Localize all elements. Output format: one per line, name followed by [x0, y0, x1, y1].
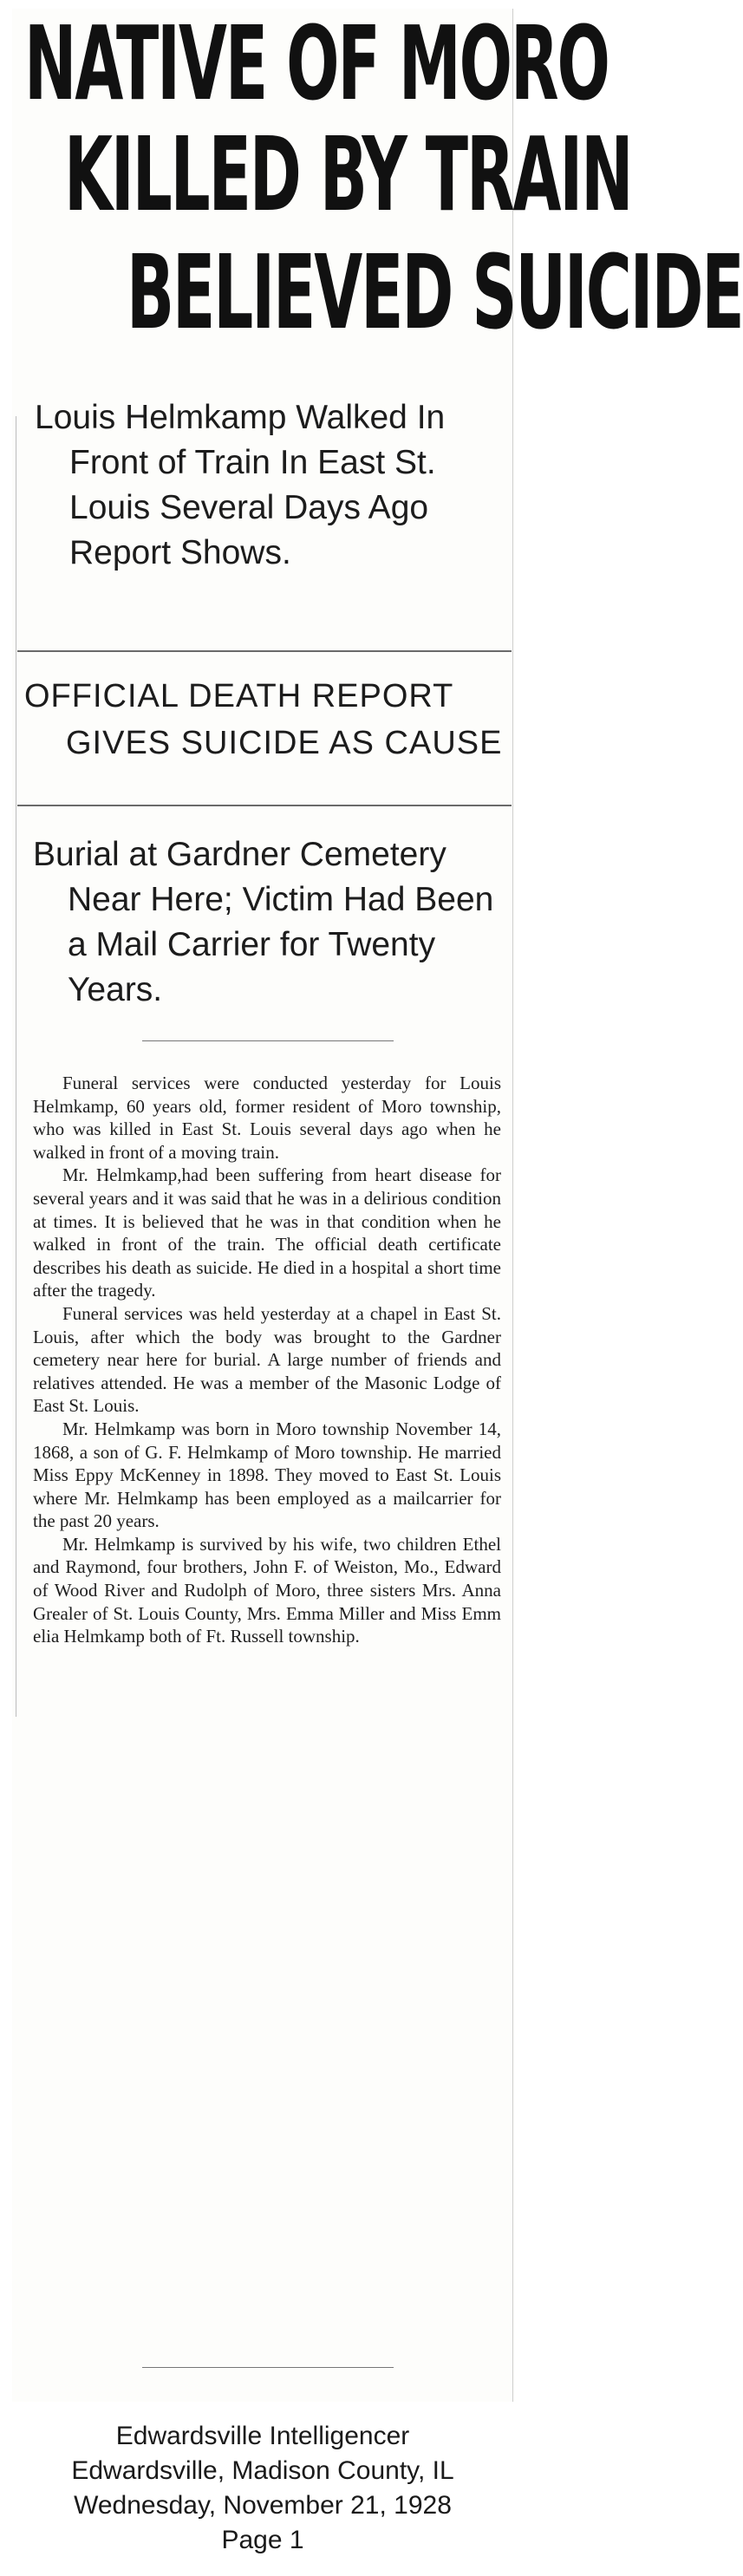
article-paragraph: Mr. Helmkamp is survived by his wife, two children Ethel and Raymond, four brothers, John F. of Weiston, Mo., Edward of Wood River and Rudolph of Moro, three sisters Mrs. Anna Grealer of St. Louis County, Mrs. Emma Miller and Miss Emm elia Helmkamp both of Ft. Russell township. — [33, 1533, 501, 1647]
article-paragraph: Funeral services were conducted yesterday for Louis Helmkamp, 60 years old, former resident of Moro township, who was killed in East St. Louis several days ago when he walked in front of a moving train. — [33, 1073, 501, 1163]
article-paragraph: Funeral services was held yesterday at a chapel in East St. Louis, after which the body was brought to the Gardner cemetery near here for burial. A large number of friends and relatives attended. He was a member of the Masonic Lodge of East St. Louis. — [33, 1302, 501, 1417]
deck3-line-1: Burial at Gardner Cemetery — [33, 836, 446, 873]
source-page: Page 1 — [221, 2526, 304, 2554]
deck-divider-1 — [17, 650, 512, 652]
deck3-line-4: Years. — [68, 971, 163, 1008]
subheadline-deck-2 — [24, 673, 502, 766]
headline-line-3: BELIEVED SUICIDE — [127, 232, 743, 352]
newspaper-clipping — [12, 3, 743, 2402]
deck-divider-2 — [17, 805, 512, 806]
article-paragraph: Mr. Helmkamp was born in Moro township November 14, 1868, a son of G. F. Helmkamp of Moro township. He married Miss Eppy McKenney in 1898. They moved to East St. Louis where Mr. Helmkamp has been employed as a mailcarrier for the past 20 years. — [33, 1418, 501, 1532]
article-paragraph: Mr. Helmkamp,had been suffering from heart disease for several years and it was said that he was in a delirious condition at times. It is believed that he was in that condition when he walked in front of the train. The official death certificate describes his death as suicide. He died in a hospital a short time after the tragedy. — [33, 1164, 501, 1301]
source-date: Wednesday, November 21, 1928 — [74, 2491, 452, 2520]
headline-line-2: KILLED BY TRAIN — [64, 114, 632, 234]
subheadline-deck-3 — [33, 832, 493, 1013]
deck1-line-3: Louis Several Days Ago — [69, 489, 429, 526]
column-rule-right — [512, 9, 513, 2402]
article-start-rule — [142, 1040, 394, 1041]
deck3-line-2: Near Here; Victim Had Been — [68, 881, 494, 918]
deck1-line-1: Louis Helmkamp Walked In — [35, 399, 446, 436]
deck2-line-2: GIVES SUICIDE AS CAUSE — [66, 725, 503, 761]
source-location: Edwardsville, Madison County, IL — [71, 2456, 454, 2485]
deck1-line-2: Front of Train In East St. — [69, 444, 436, 481]
headline-line-1: NATIVE OF MORO — [24, 3, 609, 123]
deck3-line-3: a Mail Carrier for Twenty — [68, 926, 436, 963]
article-end-rule — [142, 2367, 394, 2368]
deck2-line-1: OFFICIAL DEATH REPORT — [24, 678, 454, 714]
source-newspaper: Edwardsville Intelligencer — [115, 2422, 410, 2450]
article-body — [33, 1072, 501, 1648]
deck1-line-4: Report Shows. — [69, 534, 291, 571]
source-citation — [0, 2419, 525, 2558]
subheadline-deck-1 — [35, 395, 445, 576]
